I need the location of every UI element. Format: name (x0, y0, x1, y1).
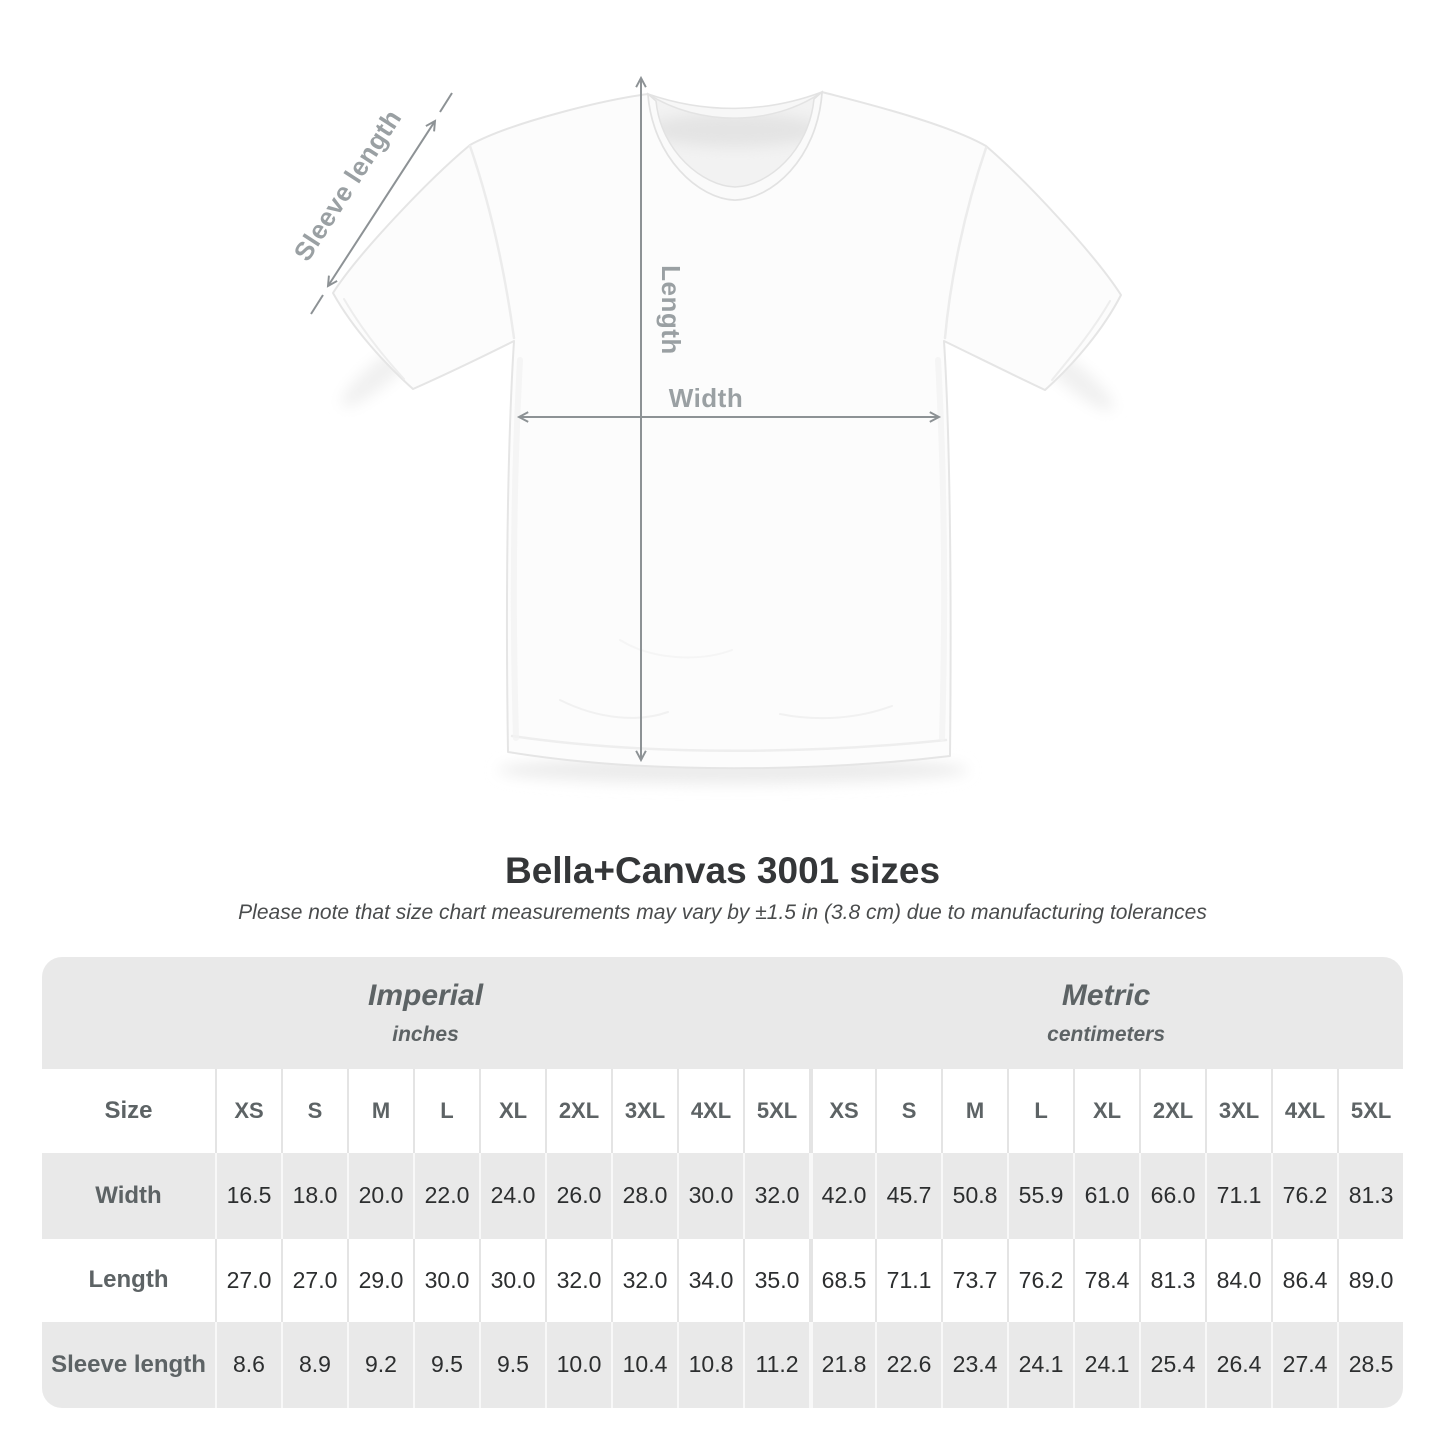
length-label: Length (656, 265, 686, 355)
length-row (42, 1239, 1403, 1322)
page-title: Bella+Canvas 3001 sizes (504, 850, 941, 891)
measurement-cell: 11.2 (743, 1322, 809, 1408)
measurement-cell: 22.6 (875, 1322, 941, 1408)
size-col-header: 3XL (1205, 1069, 1271, 1153)
measurement-cell: 71.1 (875, 1239, 941, 1322)
size-col-header: M (941, 1069, 1007, 1153)
measurement-cell: 21.8 (809, 1322, 875, 1408)
measurement-cell: 10.4 (611, 1322, 677, 1408)
metric-header (809, 957, 1403, 1069)
width-row-label: Width (95, 1181, 162, 1209)
measurement-cell: 55.9 (1007, 1153, 1073, 1239)
measurement-cell: 32.0 (743, 1153, 809, 1239)
measurement-cell: 42.0 (809, 1153, 875, 1239)
measurement-cell: 8.9 (281, 1322, 347, 1408)
measurement-cell: 8.6 (215, 1322, 281, 1408)
metric-unit: centimeters (1047, 1022, 1166, 1046)
measurement-cell: 16.5 (215, 1153, 281, 1239)
measurement-cell: 61.0 (1073, 1153, 1139, 1239)
size-col-header: XL (1073, 1069, 1139, 1153)
measurement-cell: 35.0 (743, 1239, 809, 1322)
size-col-header: 4XL (677, 1069, 743, 1153)
tolerance-note: Please note that size chart measurements may vary by ±1.5 in (3.8 cm) due to manufacturing tolerances (238, 900, 1207, 924)
measurement-cell: 10.8 (677, 1322, 743, 1408)
size-col-header: 4XL (1271, 1069, 1337, 1153)
size-col-header: 3XL (611, 1069, 677, 1153)
size-col-header: S (875, 1069, 941, 1153)
measurement-cell: 9.5 (413, 1322, 479, 1408)
measurement-cell: 26.4 (1205, 1322, 1271, 1408)
size-col-header: L (413, 1069, 479, 1153)
measurement-cell: 30.0 (677, 1153, 743, 1239)
size-col-header: S (281, 1069, 347, 1153)
measurement-cell: 25.4 (1139, 1322, 1205, 1408)
measurement-cell: 27.4 (1271, 1322, 1337, 1408)
measurement-cell: 20.0 (347, 1153, 413, 1239)
measurement-cell: 9.5 (479, 1322, 545, 1408)
measurement-cell: 71.1 (1205, 1153, 1271, 1239)
imperial-unit: inches (392, 1022, 459, 1046)
imperial-header (42, 957, 809, 1069)
measurement-cell: 30.0 (413, 1239, 479, 1322)
measurement-cell: 32.0 (545, 1239, 611, 1322)
measurement-cell: 24.1 (1073, 1322, 1139, 1408)
sleeve-length-row (42, 1322, 1403, 1408)
size-col-header: 5XL (1337, 1069, 1403, 1153)
measurement-cell: 23.4 (941, 1322, 1007, 1408)
measurement-cell: 89.0 (1337, 1239, 1403, 1322)
sleeve-length-row-label: Sleeve length (51, 1350, 206, 1378)
metric-title: Metric (1061, 978, 1151, 1012)
width-row (42, 1153, 1403, 1239)
measurement-cell: 10.0 (545, 1322, 611, 1408)
measurement-cell: 22.0 (413, 1153, 479, 1239)
size-col-header: M (347, 1069, 413, 1153)
size-col-header: 5XL (743, 1069, 809, 1153)
measurement-cell: 34.0 (677, 1239, 743, 1322)
size-header-label: Size (104, 1096, 153, 1124)
measurement-cell: 27.0 (215, 1239, 281, 1322)
measurement-cell: 76.2 (1007, 1239, 1073, 1322)
imperial-title: Imperial (368, 978, 484, 1012)
heading-block (0, 851, 1445, 925)
measurement-cell: 76.2 (1271, 1153, 1337, 1239)
size-header-row (42, 1069, 1403, 1153)
measurement-cell: 45.7 (875, 1153, 941, 1239)
measurement-cell: 24.1 (1007, 1322, 1073, 1408)
size-col-header: XL (479, 1069, 545, 1153)
size-col-header: 2XL (1139, 1069, 1205, 1153)
measurement-cell: 29.0 (347, 1239, 413, 1322)
size-col-header: 2XL (545, 1069, 611, 1153)
measurement-cell: 81.3 (1139, 1239, 1205, 1322)
measurement-cell: 84.0 (1205, 1239, 1271, 1322)
size-col-header: XS (215, 1069, 281, 1153)
measurement-cell: 50.8 (941, 1153, 1007, 1239)
measurement-cell: 86.4 (1271, 1239, 1337, 1322)
measurement-cell: 28.5 (1337, 1322, 1403, 1408)
sleeve-length-label: Sleeve length (287, 103, 408, 267)
measurement-cell: 73.7 (941, 1239, 1007, 1322)
measurement-cell: 9.2 (347, 1322, 413, 1408)
measurement-cell: 66.0 (1139, 1153, 1205, 1239)
width-label: Width (668, 383, 744, 413)
measurement-cell: 28.0 (611, 1153, 677, 1239)
size-table (42, 957, 1403, 1408)
length-row-label: Length (88, 1266, 169, 1294)
measurement-cell: 78.4 (1073, 1239, 1139, 1322)
tshirt-graphic (333, 92, 1121, 768)
measurement-cell: 68.5 (809, 1239, 875, 1322)
measurement-cell: 32.0 (611, 1239, 677, 1322)
measurement-cell: 27.0 (281, 1239, 347, 1322)
size-col-header: XS (809, 1069, 875, 1153)
size-col-header: L (1007, 1069, 1073, 1153)
unit-header-row (42, 957, 1403, 1069)
measurement-cell: 30.0 (479, 1239, 545, 1322)
measurement-cell: 24.0 (479, 1153, 545, 1239)
size-table-wrap (42, 957, 1403, 1408)
measurement-cell: 81.3 (1337, 1153, 1403, 1239)
measurement-cell: 18.0 (281, 1153, 347, 1239)
measurement-cell: 26.0 (545, 1153, 611, 1239)
